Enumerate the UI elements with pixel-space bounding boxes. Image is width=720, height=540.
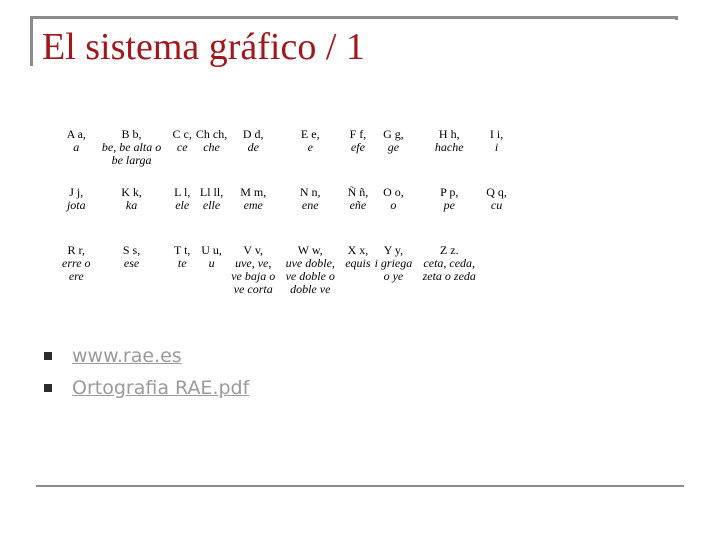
- alphabet-cell: [93, 186, 171, 244]
- letter-name: uve, ve, ve baja o ve corta: [231, 256, 276, 296]
- letter-label: E e,: [300, 127, 320, 141]
- letter-label: Ll ll,: [199, 185, 224, 199]
- alphabet-cell: [194, 186, 229, 244]
- alphabet-cell: [373, 244, 415, 304]
- alphabet-table: [60, 128, 509, 304]
- letter-label: Z z.: [439, 243, 459, 257]
- alphabet-cell: [414, 244, 484, 304]
- letter-label: P p,: [440, 185, 459, 199]
- letter-label: Y y,: [383, 243, 404, 257]
- alphabet-cell: [414, 128, 484, 186]
- letter-label: V v,: [243, 243, 264, 257]
- letter-name: uve doble, ve doble o doble ve: [285, 256, 335, 296]
- alphabet-cell: [194, 128, 229, 186]
- letter-label: Ñ ñ,: [347, 185, 369, 199]
- square-bullet-icon: [44, 352, 52, 360]
- letter-name: eme: [243, 198, 263, 212]
- letter-label: R r,: [67, 243, 86, 257]
- letter-label: X x,: [347, 243, 369, 257]
- letter-name: hache: [434, 140, 464, 154]
- frame-right-tick: [675, 16, 678, 20]
- square-bullet-icon: [44, 384, 52, 392]
- alphabet-cell: [373, 128, 415, 186]
- alphabet-cell: [343, 128, 372, 186]
- letter-name: eñe: [349, 198, 367, 212]
- alphabet-row: [60, 244, 509, 304]
- frame-top-rule: [30, 16, 678, 19]
- letter-label: B b,: [121, 127, 142, 141]
- letter-label: D d,: [242, 127, 264, 141]
- letter-name: u: [208, 256, 215, 270]
- letter-label: S s,: [122, 243, 141, 257]
- letter-name: te: [177, 256, 187, 270]
- letter-label: L l,: [174, 185, 191, 199]
- letter-name: i griega o ye: [374, 256, 413, 283]
- alphabet-cell: [229, 244, 277, 304]
- alphabet-cell: [229, 186, 277, 244]
- bottom-rule: [36, 485, 684, 487]
- letter-name: ge: [387, 140, 400, 154]
- alphabet-cell: [277, 128, 343, 186]
- letter-label: K k,: [121, 185, 142, 199]
- letter-label: G g,: [383, 127, 404, 141]
- alphabet-cell: [171, 128, 194, 186]
- letter-name: ka: [125, 198, 138, 212]
- list-item: [40, 340, 249, 372]
- alphabet-cell: [414, 186, 484, 244]
- letter-name: erre o ere: [62, 256, 91, 283]
- letter-label: J j,: [69, 185, 84, 199]
- letter-name: ceta, ceda, zeta o zeda: [422, 256, 476, 283]
- letter-label: Ch ch,: [195, 127, 228, 141]
- alphabet-cell: [484, 128, 509, 186]
- letter-label: C c,: [172, 127, 192, 141]
- letter-name: jota: [66, 198, 86, 212]
- letter-name: be, be alta o be larga: [101, 140, 162, 167]
- letter-name: ele: [175, 198, 190, 212]
- alphabet-cell: [60, 128, 93, 186]
- letter-label: T t,: [173, 243, 191, 257]
- letter-name: e: [307, 140, 313, 154]
- letter-name: a: [73, 140, 80, 154]
- letter-label: H h,: [438, 127, 460, 141]
- letter-name: ene: [301, 198, 319, 212]
- alphabet-cell: [229, 128, 277, 186]
- alphabet-cell: [484, 244, 509, 304]
- letter-name: equis: [345, 256, 371, 270]
- list-item: [40, 372, 249, 404]
- letter-name: i: [494, 140, 499, 154]
- letter-name: elle: [202, 198, 221, 212]
- alphabet-cell: [60, 186, 93, 244]
- frame-left-rule: [30, 16, 33, 66]
- letter-label: N n,: [299, 185, 321, 199]
- letter-name: cu: [490, 198, 503, 212]
- letter-name: che: [203, 140, 220, 154]
- ortografia-pdf-link[interactable]: Ortografia RAE.pdf: [72, 377, 250, 399]
- alphabet-cell: [93, 244, 171, 304]
- letter-label: A a,: [66, 127, 86, 141]
- alphabet-cell: [277, 186, 343, 244]
- letter-label: O o,: [383, 185, 404, 199]
- alphabet-cell: [277, 244, 343, 304]
- alphabet-cell: [484, 186, 509, 244]
- alphabet-cell: [343, 244, 372, 304]
- letter-name: pe: [443, 198, 455, 212]
- alphabet-cell: [373, 186, 415, 244]
- letter-label: M m,: [240, 185, 267, 199]
- letter-label: I i,: [489, 127, 504, 141]
- letter-label: W w,: [297, 243, 323, 257]
- letter-label: F f,: [349, 127, 367, 141]
- alphabet-cell: [60, 244, 93, 304]
- alphabet-row: [60, 186, 509, 244]
- alphabet-cell: [343, 186, 372, 244]
- alphabet-cell: [171, 186, 194, 244]
- letter-name: de: [247, 140, 259, 154]
- letter-name: ce: [176, 140, 188, 154]
- letter-label: U u,: [201, 243, 222, 257]
- letter-name: ese: [123, 256, 140, 270]
- alphabet-cell: [93, 128, 171, 186]
- slide-title: El sistema gráfico / 1: [42, 26, 365, 68]
- links-list: [40, 340, 249, 404]
- letter-name: efe: [350, 140, 365, 154]
- letter-name: o: [390, 198, 397, 212]
- alphabet-cell: [194, 244, 229, 304]
- alphabet-cell: [171, 244, 194, 304]
- rae-website-link[interactable]: www.rae.es: [72, 345, 182, 367]
- letter-label: Q q,: [486, 185, 507, 199]
- alphabet-row: [60, 128, 509, 186]
